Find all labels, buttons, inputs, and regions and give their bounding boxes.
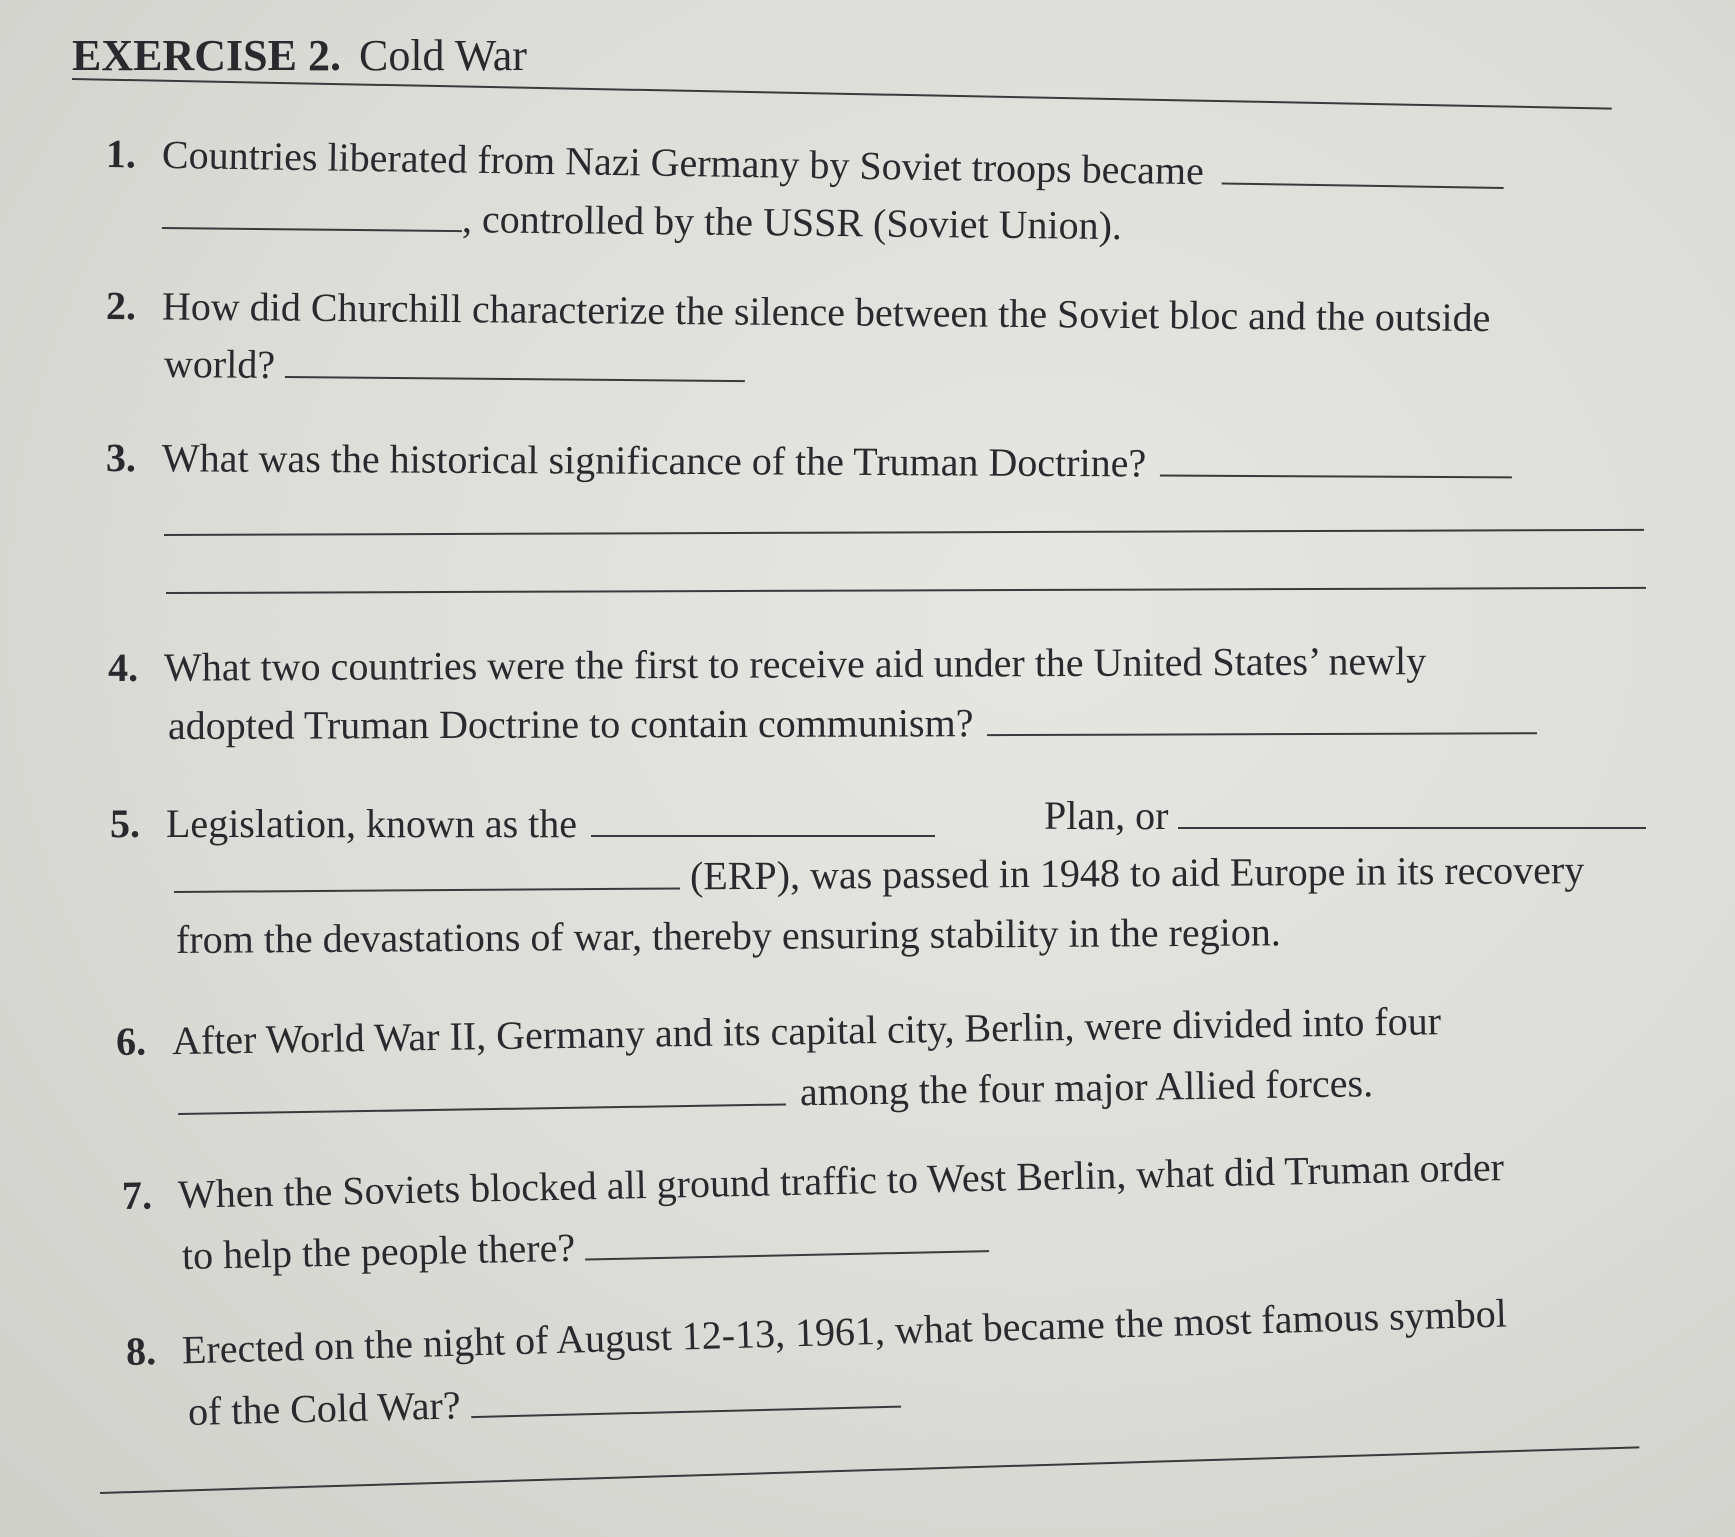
- question-2-line-2: world?: [164, 344, 745, 389]
- question-6-answer-blank[interactable]: [178, 1103, 786, 1115]
- question-4-line-1: 4. What two countries were the first to receive aid under the United States’ newly: [107, 638, 1427, 690]
- question-2-line-1: 2. How did Churchill characterize the silence between the Soviet bloc and the outside: [105, 283, 1491, 341]
- question-7-line-2: to help the people there?: [182, 1219, 990, 1276]
- question-1-line-2: , controlled by the USSR (Soviet Union).: [162, 196, 1122, 246]
- question-1-answer-blank-2[interactable]: [162, 227, 462, 232]
- question-5-line-2: (ERP), was passed in 1948 to aid Europe in its recovery: [174, 850, 1585, 900]
- question-6-line-2: among the four major Allied forces.: [178, 1063, 1374, 1122]
- question-1-answer-blank-1[interactable]: [1222, 183, 1504, 189]
- exercise-topic: Cold War: [358, 31, 527, 80]
- question-8-answer-blank-1[interactable]: [471, 1406, 901, 1419]
- question-2-number: 2.: [105, 283, 137, 329]
- question-6-line-1: 6. After World War II, Germany and its capital city, Berlin, were divided into four: [115, 998, 1442, 1064]
- question-5-answer-blank-1[interactable]: [591, 835, 935, 837]
- question-5-answer-blank-3[interactable]: [174, 887, 680, 893]
- question-7-number: 7.: [121, 1172, 153, 1218]
- question-5-line-3: from the devastations of war, thereby ensuring stability in the region.: [175, 909, 1281, 962]
- question-1-line-1: 1. Countries liberated from Nazi Germany by Soviet troops became: [106, 134, 1504, 196]
- question-4-number: 4.: [107, 644, 139, 690]
- exercise-title: [72, 30, 527, 81]
- question-3-answer-blank-3[interactable]: [166, 587, 1646, 594]
- question-5-answer-blank-2[interactable]: [1178, 827, 1646, 829]
- question-3-line-1: 3. What was the historical significance of the Truman Doctrine?: [106, 438, 1512, 485]
- question-3-number: 3.: [105, 435, 137, 481]
- question-3-answer-blank-1[interactable]: [1160, 475, 1512, 479]
- question-3-answer-blank-2[interactable]: [164, 529, 1644, 536]
- question-2-answer-blank[interactable]: [285, 376, 745, 382]
- question-8-line-1: 8. Erected on the night of August 12-13, 1961, what became the most famous symbol: [125, 1290, 1508, 1374]
- question-7-answer-blank[interactable]: [585, 1250, 989, 1260]
- question-4-answer-blank[interactable]: [987, 732, 1537, 736]
- exercise-label: EXERCISE 2.: [72, 31, 341, 80]
- question-7-line-1: 7. When the Soviets blocked all ground traffic to West Berlin, what did Truman order: [121, 1144, 1505, 1218]
- question-1-number: 1.: [105, 131, 137, 177]
- question-6-number: 6.: [115, 1018, 147, 1064]
- question-8-number: 8.: [125, 1328, 157, 1374]
- title-underline: [72, 78, 1612, 110]
- question-8-line-2: of the Cold War?: [188, 1375, 901, 1432]
- question-5-line-1b: Plan, or: [1044, 796, 1646, 836]
- question-5-line-1: 5. Legislation, known as the: [110, 804, 935, 844]
- question-5-number: 5.: [110, 801, 140, 846]
- question-4-line-2: adopted Truman Doctrine to contain communism?: [168, 701, 1538, 746]
- question-8-answer-blank-2[interactable]: [100, 1446, 1639, 1494]
